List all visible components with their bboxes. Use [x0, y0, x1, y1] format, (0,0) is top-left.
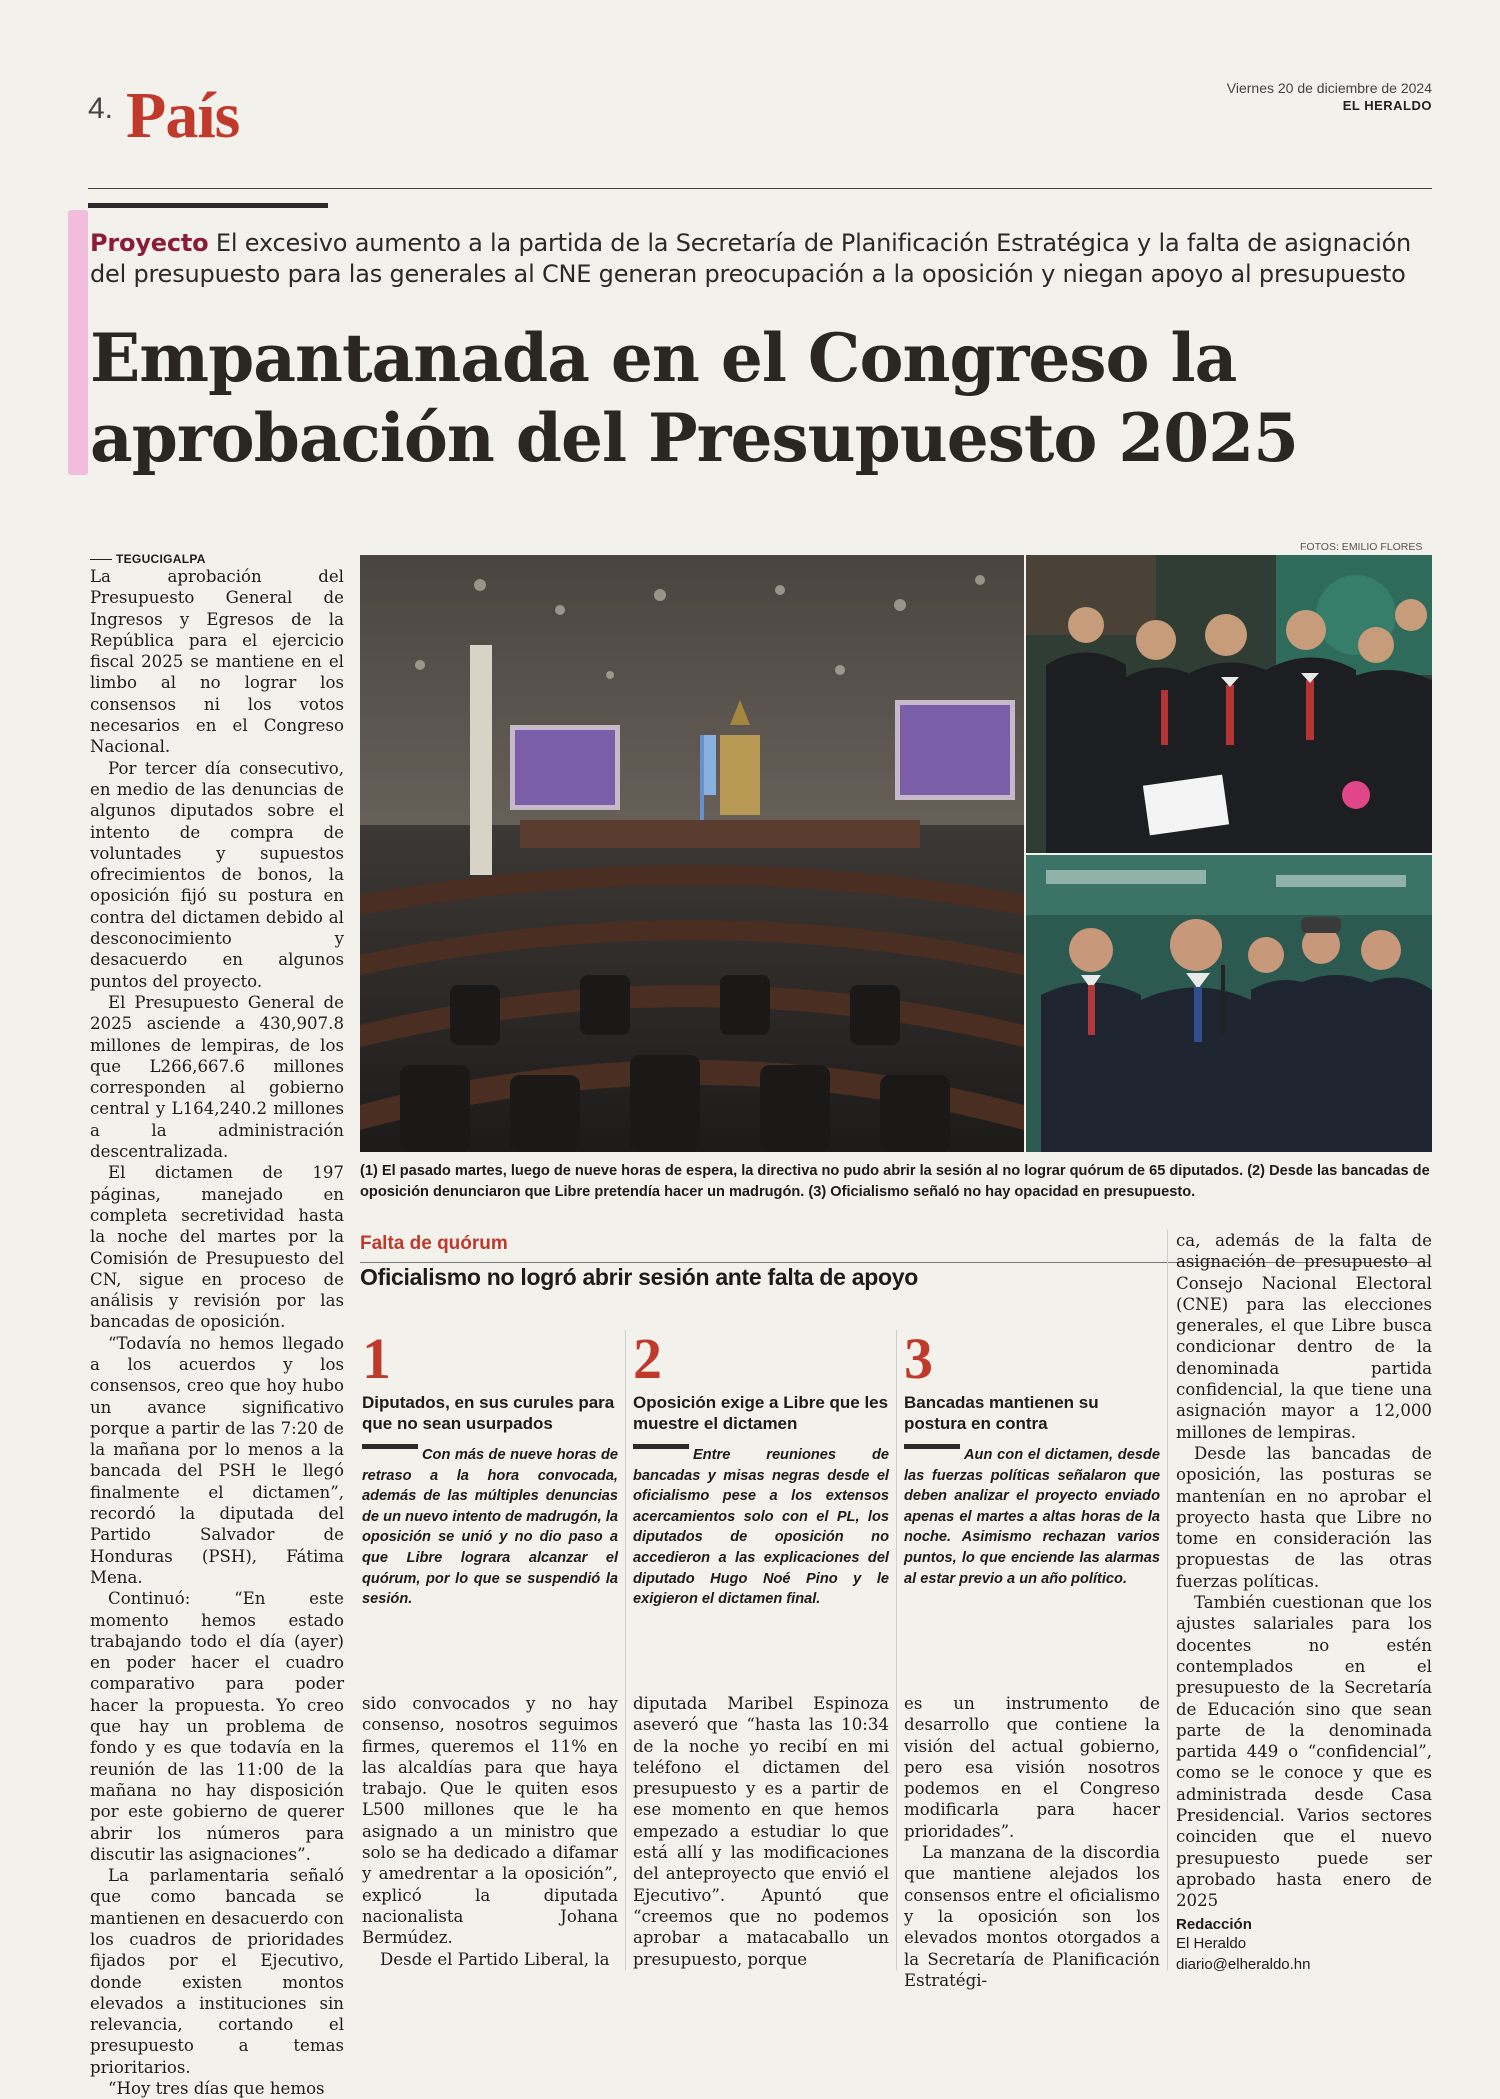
section-title: País: [126, 79, 240, 152]
point-number: 2: [633, 1326, 662, 1391]
point-3: [904, 1326, 1160, 1589]
column-3: [633, 1693, 889, 1970]
photo-credit: FOTOS: EMILIO FLORES: [1300, 541, 1423, 553]
point-1: [362, 1326, 618, 1610]
signature-email[interactable]: diario@elheraldo.hn: [1176, 1955, 1311, 1973]
subsection-title: Oficialismo no logró abrir sesión ante falta de apoyo: [360, 1264, 918, 1290]
headline-line-1: Empantanada en el Congreso la: [90, 319, 1237, 397]
point-body: Con más de nueve horas de retraso a la hora convocada, además de las múltiples denuncias de un nuevo intento de madrugón, la oposición se unió y no dio paso a que Libre lograra alcanzar el quórum, por lo que se suspendió la sesión.: [362, 1447, 618, 1608]
point-body: Entre reuniones de bancadas y misas negras desde el oficialismo pese a los extensos acercamientos solo con el PL, los diputados de oposición no accedieron a las explicaciones del diputado Hugo Noé Pino y le exigieron el dictamen final.: [633, 1447, 889, 1608]
paragraph: ca, además de la falta de asignación de presupuesto al Consejo Nacional Electoral (CNE) para las elecciones generales, el que Libre busca condicionar dentro de la denominada partida confidencial, la que tiene una asignación mayor a 12,000 millones de lempiras.: [1176, 1231, 1432, 1442]
header-divider: [88, 188, 1432, 189]
dateline: TEGUCIGALPA: [90, 552, 344, 566]
paragraph: es un instrumento de desarrollo que contiene la visión del actual gobierno, pero esa visión nosotros podemos en el Congreso modificarla para hacer prioridades”.: [904, 1694, 1160, 1841]
paragraph: “Hoy tres días que hemos: [108, 2079, 325, 2099]
point-number: 1: [362, 1326, 391, 1391]
paragraph: “Todavía no hemos llegado a los acuerdos y los consensos, creo que hoy hubo un avance significativo porque a partir de las 7:20 de la mañana por lo menos a la bancada del PSH le llegó finalmente el dictamen”, recordó la diputada del Partido Salvador de Honduras (PSH), Fátima Mena.: [90, 1333, 344, 1587]
paragraph: Continuó: “En este momento hemos estado trabajando todo el día (ayer) en poder hacer el cuadro comparativo para poder hacer la propuesta. Yo creo que hay un problema de fondo y es que todavía en la reunión de las 11:00 de la mañana no hay disposición por este gobierno de querer abrir los números para discutir las asignaciones”.: [90, 1589, 344, 1864]
article-deck: [90, 228, 1450, 290]
newspaper-name: EL HERALDO: [1342, 98, 1432, 113]
column-5: [1176, 1230, 1432, 1975]
signature: [1176, 1916, 1432, 1975]
paragraph: La aprobación del Presupuesto General de Ingresos y Egresos de la República para el ejercicio fiscal 2025 se mantiene en el limbo al no lograr los consensos ni los votos necesarios en el Congreso Nacional.: [90, 567, 344, 757]
subsection-kicker: Falta de quórum: [360, 1233, 508, 1254]
point-body: Aun con el dictamen, desde las fuerzas políticas señalaron que deben analizar el proyecto enviado apenas el martes a altas horas de la noche. Asimismo rechazan varios puntos, lo que enciende las alarmas al estar previo a un año político.: [904, 1447, 1160, 1587]
paragraph: La parlamentaria señaló que como bancada se mantienen en desacuerdo con los cuadros de prioridades fijados por el Ejecutivo, donde existen montos elevados a instituciones sin relevancia, cortando el presupuesto a temas prioritarios.: [90, 1866, 344, 2077]
headline: [90, 318, 1450, 478]
paragraph: El Presupuesto General de 2025 asciende a 430,907.8 millones de lempiras, de los que L266,667.6 millones corresponden al gobierno central y L164,240.2 millones a la administración descentralizada.: [90, 992, 344, 1162]
paragraph: Por tercer día consecutivo, en medio de las denuncias de algunos diputados sobre el intento de compra de voluntades y supuestos ofrecimientos de bonos, la oposición fijó su postura en contra del dictamen debido al desconocimiento y desacuerdo en algunos puntos del proyecto.: [90, 758, 344, 991]
deck-label: Proyecto: [90, 229, 209, 257]
paragraph: También cuestionan que los ajustes salariales para los docentes no estén contemplados en el presupuesto de la Secretaría de Educación sino que sean parte de la denominada partida 449 o “confidencial”, como se le conoce y que es administrada desde Casa Presidencial. Varios sectores coinciden que el nuevo presupuesto puede ser aprobado hasta enero de 2025: [1176, 1593, 1432, 1911]
paragraph: El dictamen de 197 páginas, manejado en completa secretividad hasta la noche del martes por la Comisión de Presupuesto del CN, sigue en proceso de análisis y revisión por las bancadas de oposición.: [90, 1163, 344, 1332]
point-title: Diputados, en sus curules para que no sean usurpados: [362, 1393, 615, 1433]
kicker-bar: [88, 203, 328, 208]
paragraph: La manzana de la discordia que mantiene alejados los consensos entre el oficialismo y la oposición son los elevados montos otorgados a la Secretaría de Planificación Estratégi-: [904, 1843, 1160, 1990]
photo-congress-chamber: [360, 555, 1024, 1152]
signature-org: El Heraldo: [1176, 1934, 1247, 1952]
point-number: 3: [904, 1326, 933, 1391]
paragraph: sido convocados y no hay consenso, nosotros seguimos firmes, queremos el 11% en las alcaldías para que haya trabajo. Que le quiten esos L500 millones que le ha asignado a un ministro que solo se ha dedicado a difamar y amedrentar a la oposición”, explicó la diputada nacionalista Johana Bermúdez.: [362, 1694, 618, 1948]
photo-officialism-statement: [1026, 855, 1432, 1152]
paragraph: Desde las bancadas de oposición, las posturas se mantenían en no aprobar el proyecto hasta que Libre no tome en consideración las propuestas de las otras fuerzas políticas.: [1176, 1443, 1432, 1591]
column-1: [90, 552, 344, 2099]
paragraph: diputada Maribel Espinoza aseveró que “hasta las 10:34 de la noche yo recibí en mi teléfono el dictamen del presupuesto y es a partir de ese momento en que hemos empezado a estudiar lo que está allí y las modificaciones del anteproyecto que envió el Ejecutivo”. Apuntó que “creemos que no podemos aprobar a matacaballo un presupuesto, porque: [633, 1694, 889, 1969]
headline-line-2: aprobación del Presupuesto 2025: [90, 399, 1299, 477]
point-title: Bancadas mantienen su postura en contra: [904, 1393, 1099, 1433]
signature-label: Redacción: [1176, 1915, 1252, 1933]
column-divider: [896, 1330, 897, 1970]
column-2: [362, 1693, 618, 1970]
highlighter-mark: [68, 210, 88, 475]
column-divider: [1167, 1230, 1168, 1970]
paragraph: Desde el Partido Liberal, la: [380, 1949, 610, 1969]
deck-text: El excesivo aumento a la partida de la Secretaría de Planificación Estratégica y la falta de asignación del presupuesto para las generales al CNE generan preocupación a la oposición y niegan apoyo al presupuesto: [90, 229, 1412, 288]
photo-caption: (1) El pasado martes, luego de nueve horas de espera, la directiva no pudo abrir la sesión al no lograr quórum de 65 diputados. (2) Desde las bancadas de oposición denunciaron que Libre pretendía hacer un madrugón. (3) Oficialismo señaló no hay opacidad en presupuesto.: [360, 1163, 1430, 1200]
photo-opposition-press: [1026, 555, 1432, 853]
column-divider: [625, 1330, 626, 1970]
issue-date: Viernes 20 de diciembre de 2024: [1226, 80, 1432, 96]
point-title: Oposición exige a Libre que les muestre el dictamen: [633, 1393, 889, 1433]
column-4: [904, 1693, 1160, 1991]
page-number: 4.: [88, 92, 114, 125]
point-2: [633, 1326, 889, 1610]
